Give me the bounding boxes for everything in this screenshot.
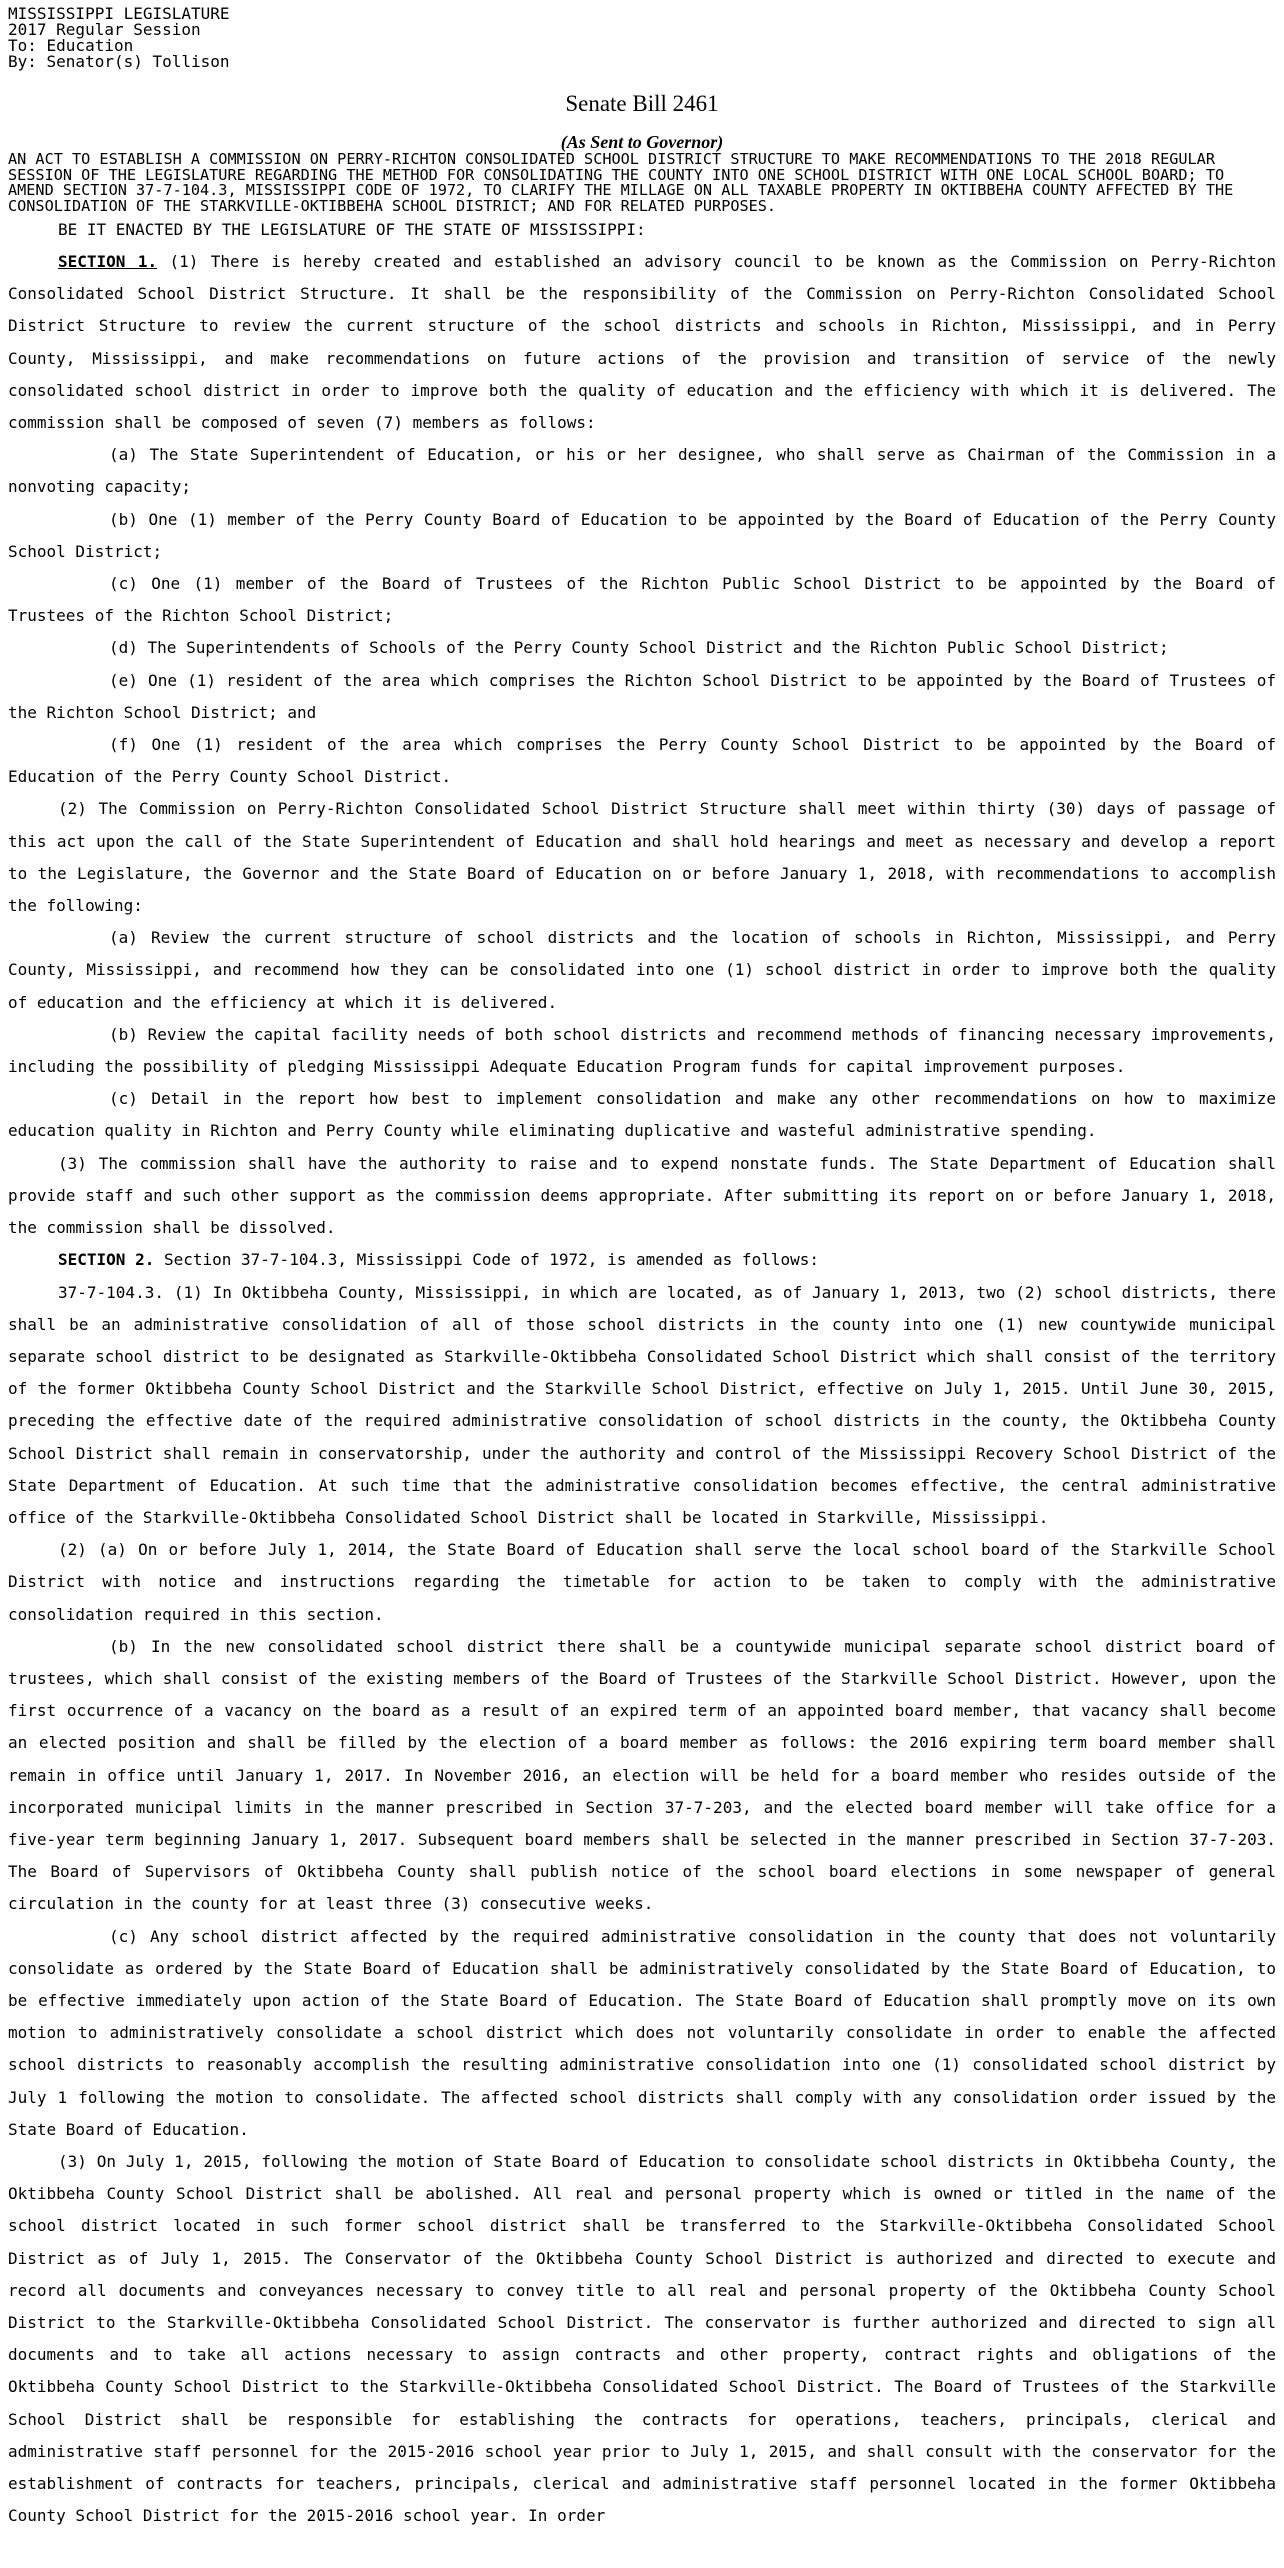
- bill-status: (As Sent to Governor): [560, 132, 724, 152]
- sponsor-line: By: Senator(s) Tollison: [8, 52, 230, 71]
- section-1-item-a: (a) The State Superintendent of Education, or his or her designee, who shall serve as Chairman of the Commission in a nonvoting capacity;: [8, 445, 1276, 497]
- section-1-intro: SECTION 1. (1) There is hereby created and established an advisory council to be known as the Commission on Perry-Richton Consolidated School District Structure. It shall be the responsibility of the Commission on Perry-Richton Consolidated School District Structure to review the current structure of the school districts and schools in Richton, Mississippi, and in Perry County, Mississippi, and make recommendations on future actions of the provision and transition of service of the newly consolidated school district in order to improve both the quality of education and the efficiency with which it is delivered. The commission shall be composed of seven (7) members as follows:: [8, 252, 1276, 433]
- section-1-paragraph-2c: (c) Detail in the report how best to implement consolidation and make any other recommendations on how to maximize education quality in Richton and Perry County while eliminating duplicative and wasteful administrative spending.: [8, 1089, 1276, 1141]
- section-1-paragraph-2b: (b) Review the capital facility needs of both school districts and recommend methods of financing necessary improvements, including the possibility of pledging Mississippi Adequate Education Program funds for capital improvement purposes.: [8, 1024, 1276, 1077]
- section-1-item-b: (b) One (1) member of the Perry County Board of Education to be appointed by the Board of Education of the Perry County School District;: [8, 509, 1276, 561]
- section-2-paragraph-3: (3) On July 1, 2015, following the motion of State Board of Education to consolidate school districts in Oktibbeha County, the Oktibbeha County School District shall be abolished. All real and personal property which is owned or titled in the name of the school district located in such former school district shall be transferred to the Starkville-Oktibbeha Consolidated School District as of July 1, 2015. The Conservator of the Oktibbeha County School District is authorized and directed to execute and record all documents and conveyances necessary to convey title to all real and personal property of the Oktibbeha County School District to the Starkville-Oktibbeha Consolidated School District. The conservator is further authorized and directed to sign all documents and to take all actions necessary to assign contracts and other property, contract rights and obligations of the Oktibbeha County School District to the Starkville-Oktibbeha Consolidated School District. The Board of Trustees of the Starkville School District shall be responsible for establishing the contracts for operations, teachers, principals, clerical and administrative staff personnel for the 2015-2016 school year prior to July 1, 2015, and shall consult with the conservator for the establishment of contracts for teachers, principals, clerical and administrative staff personnel located in the former Oktibbeha County School District for the 2015-2016 school year. In order: [8, 2151, 1276, 2526]
- legislature-name: MISSISSIPPI LEGISLATURE: [8, 4, 230, 23]
- section-2-intro: SECTION 2. Section 37-7-104.3, Mississippi Code of 1972, is amended as follows:: [58, 1250, 819, 1270]
- section-2-paragraph-2c: (c) Any school district affected by the required administrative consolidation in the county that does not voluntarily consolidate as ordered by the State Board of Education shall be administratively consolidated by the State Board of Education, to be effective immediately upon action of the State Board of Education. The State Board of Education shall promptly move on its own motion to administratively consolidate a school district which does not voluntarily consolidate in order to enable the affected school districts to reasonably accomplish the resulting administrative consolidation into one (1) consolidated school district by July 1 following the motion to consolidate. The affected school districts shall comply with any consolidation order issued by the State Board of Education.: [8, 1926, 1276, 2139]
- section-2-paragraph-2b: (b) In the new consolidated school district there shall be a countywide municipal separate school district board of trustees, which shall consist of the existing members of the Board of Trustees of the Starkville School District. However, upon the first occurrence of a vacancy on the board as a result of an expired term of an appointed board member, that vacancy shall become an elected position and shall be filled by the election of a board member as follows: the 2016 expiring term board member shall remain in office until January 1, 2017. In November 2016, an election will be held for a board member who resides outside of the incorporated municipal limits in the manner prescribed in Section 37-7-203, and the elected board member will take office for a five-year term beginning January 1, 2017. Subsequent board members shall be selected in the manner prescribed in Section 37-7-203. The Board of Supervisors of Oktibbeha County shall publish notice of the school board elections in some newspaper of general circulation in the county for at least three (3) consecutive weeks.: [8, 1636, 1276, 1914]
- bill-body: [8, 246, 1276, 2532]
- section-1-item-d: (d) The Superintendents of Schools of the Perry County School District and the Richton Public School District;: [109, 638, 1169, 658]
- enacting-clause: BE IT ENACTED BY THE LEGISLATURE OF THE STATE OF MISSISSIPPI:: [58, 220, 646, 239]
- section-1-paragraph-2: (2) The Commission on Perry-Richton Consolidated School District Structure shall meet within thirty (30) days of passage of this act upon the call of the State Superintendent of Education and shall hold hearings and meet as necessary and develop a report to the Legislature, the Governor and the State Board of Education on or before January 1, 2018, with recommendations to accomplish the following:: [8, 799, 1276, 916]
- session-name: 2017 Regular Session: [8, 20, 201, 39]
- committee-line: To: Education: [8, 36, 134, 55]
- section-2-paragraph-2a: (2) (a) On or before July 1, 2014, the State Board of Education shall serve the local school board of the Starkville School District with notice and instructions regarding the timetable for action to be taken to comply with the administrative consolidation required in this section.: [8, 1540, 1276, 1624]
- section-1-item-e: (e) One (1) resident of the area which comprises the Richton School District to be appointed by the Board of Trustees of the Richton School District; and: [8, 670, 1276, 722]
- section-1-label: SECTION 1.: [58, 252, 158, 271]
- section-2-paragraph-1: 37-7-104.3. (1) In Oktibbeha County, Mississippi, in which are located, as of January 1, 2013, two (2) school districts, there shall be an administrative consolidation of all of those school districts in the county into one (1) new countywide municipal separate school district to be designated as Starkville-Oktibbeha Consolidated School District which shall consist of the territory of the former Oktibbeha County School District and the Starkville School District, effective on July 1, 2015. Until June 30, 2015, preceding the effective date of the required administrative consolidation of school districts in the county, the Oktibbeha County School District shall remain in conservatorship, under the authority and control of the Mississippi Recovery School District of the State Department of Education. At such time that the administrative consolidation becomes effective, the central administrative office of the Starkville-Oktibbeha Consolidated School District shall be located in Starkville, Mississippi.: [8, 1282, 1276, 1527]
- section-1-item-c: (c) One (1) member of the Board of Trustees of the Richton Public School District to be appointed by the Board of Trustees of the Richton School District;: [8, 574, 1276, 626]
- section-1-paragraph-3: (3) The commission shall have the authority to raise and to expend nonstate funds. The State Department of Education shall provide staff and such other support as the commission deems appropriate. After submitting its report on or before January 1, 2018, the commission shall be dissolved.: [8, 1153, 1276, 1238]
- bill-header: [8, 0, 1276, 70]
- act-summary: AN ACT TO ESTABLISH A COMMISSION ON PERRY-RICHTON CONSOLIDATED SCHOOL DISTRICT STRUCTURE TO MAKE RECOMMENDATIONS TO THE 2018 REGULAR SESSION OF THE LEGISLATURE REGARDING THE METHOD FOR CONSOLIDATING THE COUNTY INTO ONE SCHOOL DISTRICT WITH ONE LOCAL SCHOOL BOARD; TO AMEND SECTION 37-7-104.3, MISSISSIPPI CODE OF 1972, TO CLARIFY THE MILLAGE ON ALL TAXABLE PROPERTY IN OKTIBBEHA COUNTY AFFECTED BY THE CONSOLIDATION OF THE STARKVILLE-OKTIBBEHA SCHOOL DISTRICT; AND FOR RELATED PURPOSES.: [8, 150, 1234, 215]
- bill-title: Senate Bill 2461: [565, 91, 719, 116]
- section-1-item-f: (f) One (1) resident of the area which comprises the Perry County School District to be appointed by the Board of Education of the Perry County School District.: [8, 735, 1276, 787]
- section-2-label: SECTION 2.: [58, 1250, 155, 1270]
- section-1-paragraph-2a: (a) Review the current structure of school districts and the location of schools in Richton, Mississippi, and Perry County, Mississippi, and recommend how they can be consolidated into one (1) school district in order to improve both the quality of education and the efficiency at which it is delivered.: [8, 928, 1276, 1012]
